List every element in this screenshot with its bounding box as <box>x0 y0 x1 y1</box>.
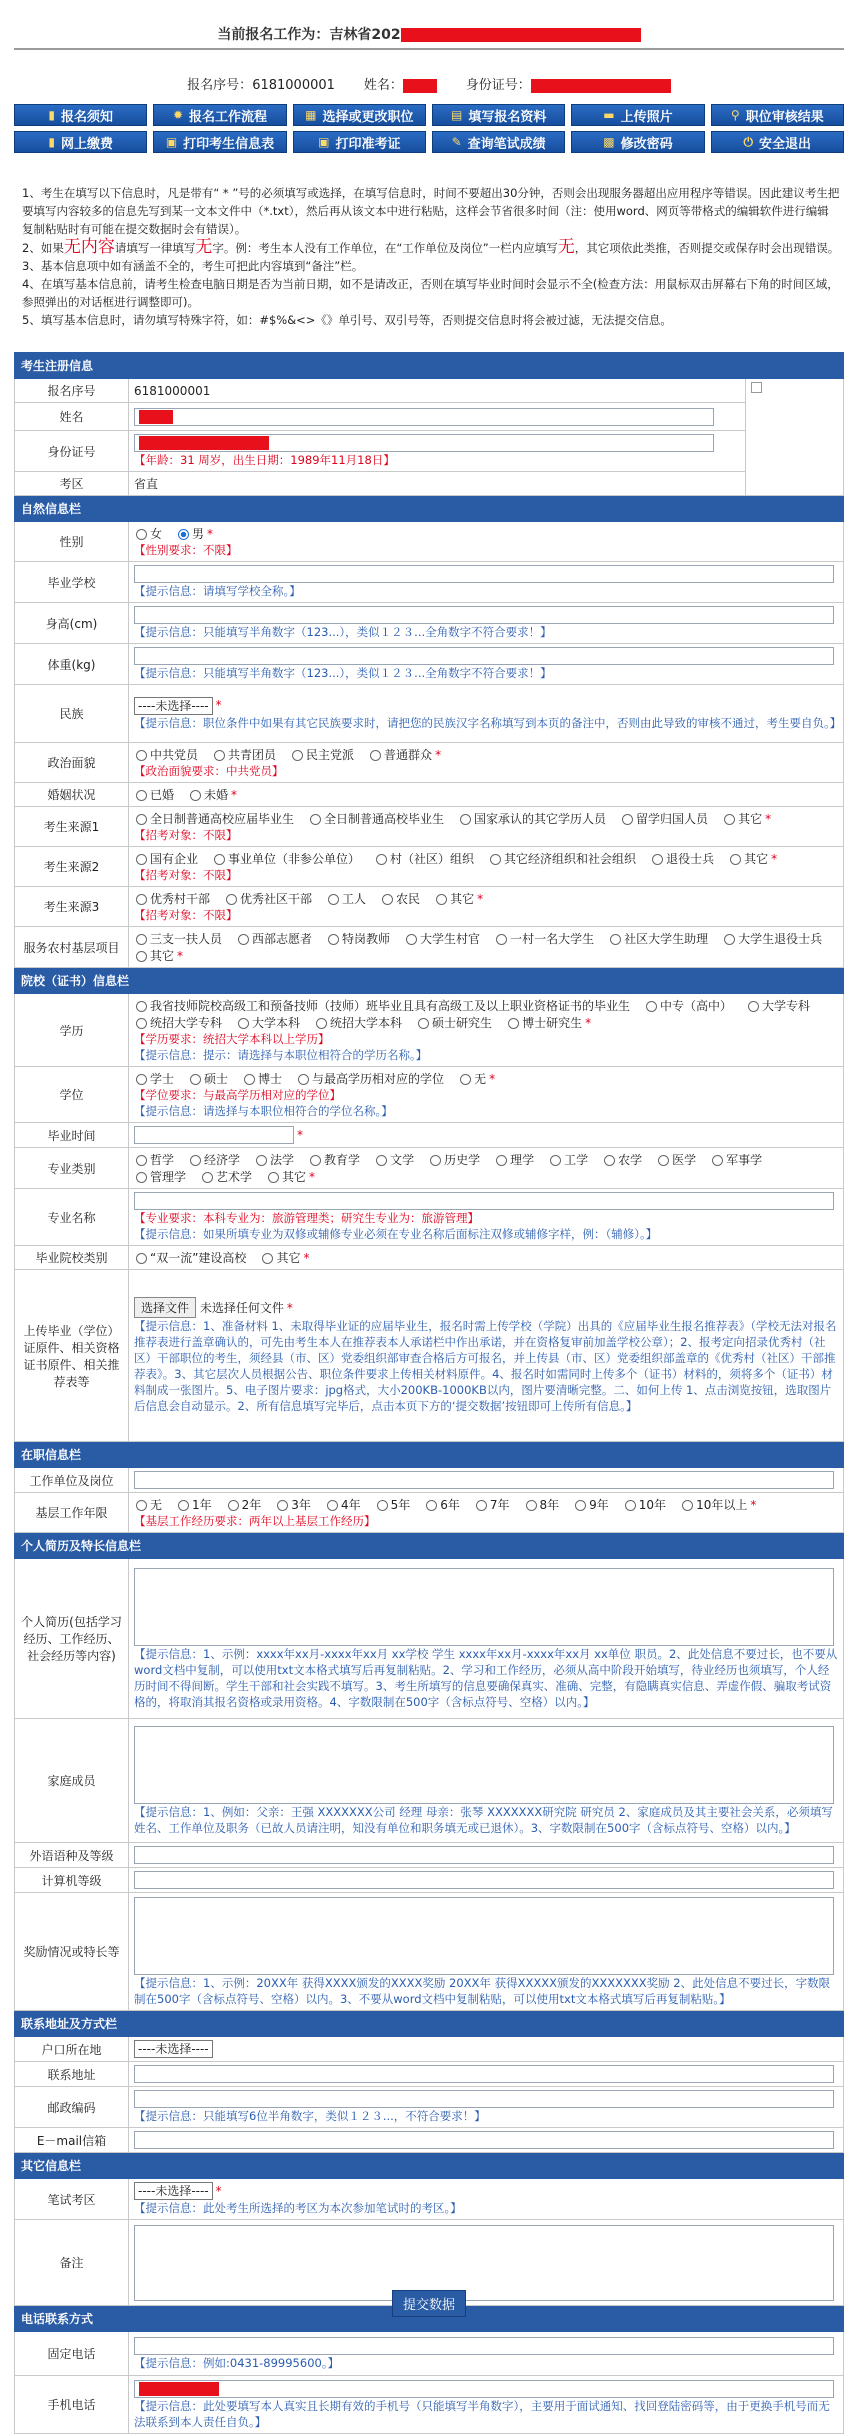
radio-married[interactable] <box>136 790 147 801</box>
grad-time-input[interactable] <box>134 1126 294 1144</box>
label-resume: 个人简历(包括学习经历、工作经历、社会经历等内容) <box>15 1559 129 1719</box>
label-work-unit: 工作单位及岗位 <box>15 1468 129 1493</box>
radio-src2-institution[interactable] <box>214 854 225 865</box>
label-computer: 计算机等级 <box>15 1868 129 1893</box>
edu-hint: 【提示信息：提示：请选择与本职位相符合的学历名称。】 <box>134 1048 428 1062</box>
landline-hint: 【提示信息：例如:0431-89995600。】 <box>134 2355 340 2370</box>
weight-input[interactable] <box>134 647 834 665</box>
radio-src2-village[interactable] <box>376 854 387 865</box>
radio-politics-masses[interactable] <box>370 750 381 761</box>
label-seq: 报名序号 <box>15 379 129 403</box>
nav-change-password[interactable]: ▩ 修改密码 <box>571 131 704 153</box>
radio-gr-veteran[interactable] <box>724 934 735 945</box>
radio-mc-engineering[interactable] <box>550 1155 561 1166</box>
radio-degree-doctor[interactable] <box>244 1074 255 1085</box>
radio-edu-technician[interactable] <box>136 1001 147 1012</box>
radio-mc-management[interactable] <box>136 1172 147 1183</box>
radio-gr-teacher[interactable] <box>328 934 339 945</box>
label-src3: 考生来源3 <box>15 887 129 927</box>
instruction-2: 2、如果无内容请填写一律填写无字。例：考生本人没有工作单位，在“工作单位及岗位”一栏内应填写无，其它项依此类推，否则提交或保存时会出现错误。 <box>22 237 840 257</box>
label-mobile: 手机电话 <box>15 2376 129 2434</box>
nav-notice[interactable]: ▮ 报名须知 <box>14 104 147 126</box>
label-marital: 婚姻状况 <box>15 783 129 807</box>
nav-print-info[interactable]: ▣ 打印考生信息表 <box>153 131 286 153</box>
radio-mc-education[interactable] <box>310 1155 321 1166</box>
radio-mc-other[interactable] <box>268 1172 279 1183</box>
section-school: 院校（证书）信息栏 <box>15 968 844 994</box>
photo-box <box>745 379 843 496</box>
radio-mc-economics[interactable] <box>190 1155 201 1166</box>
label-ethnic: 民族 <box>15 685 129 743</box>
radio-mc-art[interactable] <box>202 1172 213 1183</box>
label-grad-school: 毕业学校 <box>15 562 129 603</box>
label-degree: 学位 <box>15 1067 129 1123</box>
label-major-name: 专业名称 <box>15 1189 129 1246</box>
degree-requirement: 【学位要求：与最高学历相对应的学位】 <box>134 1088 341 1102</box>
src3-requirement: 【招考对象：不限】 <box>134 908 238 922</box>
label-src1: 考生来源1 <box>15 807 129 847</box>
radio-edu-master[interactable] <box>418 1018 429 1029</box>
book-icon: ▤ <box>450 108 463 122</box>
weight-hint: 【提示信息：只能填写半角数字（123...），类似１２３...全角数字不符合要求！】 <box>134 666 552 680</box>
radio-src1-other[interactable] <box>724 814 735 825</box>
radio-years-7[interactable] <box>476 1500 487 1511</box>
redacted-name-value <box>139 410 173 424</box>
exam-area-hint: 【提示信息：此处考生所选择的考区为本次参加笔试时的考区。】 <box>134 2201 462 2215</box>
label-edu: 学历 <box>15 994 129 1067</box>
radio-src2-other[interactable] <box>730 854 741 865</box>
radio-mc-agriculture[interactable] <box>604 1155 615 1166</box>
radio-src2-veteran[interactable] <box>652 854 663 865</box>
radio-src1-grad[interactable] <box>310 814 321 825</box>
label-family: 家庭成员 <box>15 1719 129 1843</box>
nav-query-score[interactable]: ✎ 查询笔试成绩 <box>432 131 565 153</box>
radio-years-10plus[interactable] <box>682 1500 693 1511</box>
label-politics: 政治面貌 <box>15 743 129 783</box>
radio-edu-bachelor-unified[interactable] <box>316 1018 327 1029</box>
mobile-hint: 【提示信息：此处要填写本人真实且长期有效的手机号（只能填写半角数字），主要用于面试通知、找回登陆密码等，由于更换手机号而无法联系到本人责任自负。】 <box>134 2398 830 2429</box>
exit-icon: ⏻ <box>743 134 754 149</box>
print-icon: ▣ <box>318 135 330 149</box>
value-area: 省直 <box>129 472 746 496</box>
label-awards: 奖励情况或特长等 <box>15 1893 129 2011</box>
radio-gr-village-official[interactable] <box>406 934 417 945</box>
bookmark-icon: ▮ <box>48 108 55 122</box>
photo-placeholder-icon <box>751 382 762 393</box>
radio-edu-doctor[interactable] <box>508 1018 519 1029</box>
radio-mc-literature[interactable] <box>376 1155 387 1166</box>
label-area: 考区 <box>15 472 129 496</box>
radio-gr-one-village[interactable] <box>496 934 507 945</box>
radio-politics-party[interactable] <box>136 750 147 761</box>
choose-file-button[interactable]: 选择文件 <box>134 1297 196 1318</box>
zip-hint: 【提示信息：只能填写6位半角数字，类似１２３...，不符合要求！】 <box>134 2109 486 2123</box>
name-input[interactable] <box>134 408 714 426</box>
src1-requirement: 【招考对象：不限】 <box>134 828 238 842</box>
submit-bar <box>0 2290 858 2317</box>
label-email: E－mail信箱 <box>15 2128 129 2153</box>
instruction-4: 4、在填写基本信息前，请考生检查电脑日期是否为当前日期，如不是请改正，否则在填写毕业时间时会显示不全(检查方法：用鼠标双击屏幕右下角的时间区域，参照弹出的对话框进行调整即可)。 <box>22 277 839 309</box>
section-phone: 电话联系方式 <box>15 2306 844 2332</box>
grad-school-input[interactable] <box>134 565 834 583</box>
radio-edu-bachelor[interactable] <box>238 1018 249 1029</box>
label-height: 身高(cm) <box>15 603 129 644</box>
radio-mc-science[interactable] <box>496 1155 507 1166</box>
value-seq: 6181000001 <box>129 379 746 403</box>
address-input[interactable] <box>134 2065 834 2083</box>
label-landline: 固定电话 <box>15 2332 129 2376</box>
folder-icon: ▬ <box>603 108 615 122</box>
redacted-mobile-value <box>139 2382 219 2396</box>
print-icon: ▣ <box>165 135 178 149</box>
label-id: 身份证号 <box>15 431 129 472</box>
instruction-1: 1、考生在填写以下信息时，凡是带有“ * ”号的必须填写或选择，在填写信息时，时间不要超出30分钟，否则会出现服务器超出应用程序等错误。因此建议考生把要填写内容较多的信息先写到某一文本文件中（*.txt），然后再从该文本中进行粘贴，这样会节省很多时间（注：使用word、网页等带格式的编辑软件进行编辑复制粘贴时有可能在提交数据时会有错误）。 <box>22 186 840 236</box>
section-other: 其它信息栏 <box>15 2153 844 2179</box>
nav-process[interactable]: ✹ 报名工作流程 <box>153 104 286 126</box>
label-language: 外语语种及等级 <box>15 1843 129 1868</box>
major-requirement: 【专业要求：本科专业为：旅游管理类；研究生专业为：旅游管理】 <box>134 1211 479 1225</box>
nav-print-admission[interactable]: ▣ 打印准考证 <box>293 131 426 153</box>
radio-sc-other[interactable] <box>262 1253 273 1264</box>
radio-years-3[interactable] <box>277 1500 288 1511</box>
radio-mc-philosophy[interactable] <box>136 1155 147 1166</box>
ethnic-select[interactable]: ----未选择---- <box>134 697 213 715</box>
section-nature: 自然信息栏 <box>15 496 844 522</box>
nav-review-result[interactable]: ⚲ 职位审核结果 <box>711 104 844 126</box>
radio-src2-soe[interactable] <box>136 854 147 865</box>
current-exam-title: 当前报名工作为：吉林省202 <box>0 24 858 44</box>
language-input[interactable] <box>134 1846 834 1864</box>
radio-years-1[interactable] <box>178 1500 189 1511</box>
radio-years-none[interactable] <box>136 1500 147 1511</box>
exam-area-select[interactable]: ----未选择---- <box>134 2182 213 2200</box>
label-upload: 上传毕业（学位）证原件、相关资格证书原件、相关推荐表等 <box>15 1270 129 1442</box>
degree-hint: 【提示信息：请选择与本职位相符合的学位名称。】 <box>134 1104 393 1118</box>
radio-gr-sanzhi[interactable] <box>136 934 147 945</box>
radio-src2-econ-org[interactable] <box>490 854 501 865</box>
radio-gr-west[interactable] <box>238 934 249 945</box>
bookmark-icon: ▮ <box>48 135 55 149</box>
zip-input[interactable] <box>134 2090 834 2108</box>
years-requirement: 【基层工作经历要求：两年以上基层工作经历】 <box>134 1514 376 1528</box>
edu-requirement: 【学历要求：统招大学本科以上学历】 <box>134 1032 330 1046</box>
upload-hint: 【提示信息：1、准备材料 1、未取得毕业证的应届毕业生，报名时需上传学校（学院）出具的《应届毕业生报名推荐表》（学校无法对报名推荐表进行盖章确认的，可先由考生本人在推荐表本人承诺栏中作出承诺，并在资格复审前加盖学校公章）；2、报考定向招录优秀村（社区）干部职位的考生，须经县（市、区）党委组织部审查合格后方可报名，并上传县（市、区）党委组织部盖章的《优秀村（社区）干部推荐表》。3、其它层次人员根据公告、职位条件要求上传相关材料原件。4、报名时如需同时上传多个（证书）材料的，须将多个（证书）材料制成一张图片。5、电子图片要求：jpg格式，大小200KB-1000KB以内，图片要清晰完整。二、如何上传 1、点击浏览按钮，选取图片后信息会自动显示。2、所有信息填写完毕后，点击本页下方的‘提交数据’按钮即可上传所有信息。】 <box>134 1319 837 1413</box>
gear-icon: ✹ <box>172 108 184 122</box>
label-address: 联系地址 <box>15 2062 129 2087</box>
label-name: 姓名 <box>15 403 129 431</box>
family-hint: 【提示信息：1、例如：父亲：王强 XXXXXXX公司 经理 母亲：张琴 XXXXXXX研究院 研究员 2、家庭成员及其主要社会关系，必须填写姓名、工作单位及职务（已故人员请注明，知没有单位和职务填无或已退休）。3、字数限制在500字（含标点符号、空格）以内。】 <box>134 1804 833 1835</box>
label-grassroots: 服务农村基层项目 <box>15 927 129 968</box>
gender-requirement: 【性别要求：不限】 <box>134 543 238 557</box>
awards-textarea[interactable] <box>134 1897 834 1975</box>
radio-src3-other[interactable] <box>436 894 447 905</box>
pen-icon: ✎ <box>451 135 462 149</box>
radio-years-10[interactable] <box>625 1500 636 1511</box>
radio-src3-community-cadre[interactable] <box>226 894 237 905</box>
work-unit-input[interactable] <box>134 1471 834 1489</box>
age-note: 【年龄：31 周岁，出生日期：1989年11月18日】 <box>134 453 395 467</box>
height-input[interactable] <box>134 606 834 624</box>
radio-src1-overseas[interactable] <box>622 814 633 825</box>
radio-years-4[interactable] <box>327 1500 338 1511</box>
label-hukou: 户口所在地 <box>15 2037 129 2062</box>
mobile-input[interactable] <box>134 2380 834 2398</box>
grid-icon: ▦ <box>305 108 317 122</box>
radio-degree-bachelor[interactable] <box>136 1074 147 1085</box>
key-icon: ▩ <box>603 135 615 149</box>
section-job: 在职信息栏 <box>15 1442 844 1468</box>
radio-years-2[interactable] <box>228 1500 239 1511</box>
major-hint: 【提示信息：如果所填专业为双修或辅修专业必须在专业名称后面标注双修或辅修字样，例：（辅修）。】 <box>134 1227 658 1241</box>
major-name-input[interactable] <box>134 1192 834 1210</box>
nav-choose-position[interactable]: ▦ 选择或更改职位 <box>293 104 426 126</box>
label-zip: 邮政编码 <box>15 2087 129 2128</box>
radio-mc-military[interactable] <box>712 1155 723 1166</box>
resume-hint: 【提示信息：1、示例：xxxx年xx月-xxxx年xx月 xx学校 学生 xxxx年xx月-xxxx年xx月 xx单位 职员。2、此处信息不要过长，也不要从word文档中复制，可以使用txt文本格式填写后再复制粘贴。2、学习和工作经历，必须从高中阶段开始填写，待业经历也须填写，个人经历时间不得间断。学生干部和社会实践不填写。3、考生所填写的信息要确保真实、准确、完整，有隐瞒真实信息、弄虚作假、骗取考试资格的，将取消其报名资格或录用资格。4、字数限制在500字（含标点符号、空格）以内。】 <box>134 1646 838 1709</box>
radio-edu-college[interactable] <box>748 1001 759 1012</box>
computer-input[interactable] <box>134 1871 834 1889</box>
radio-politics-democratic[interactable] <box>292 750 303 761</box>
radio-edu-college-unified[interactable] <box>136 1018 147 1029</box>
politics-requirement: 【政治面貌要求：中共党员】 <box>134 764 284 778</box>
radio-years-9[interactable] <box>575 1500 586 1511</box>
label-weight: 体重(kg) <box>15 644 129 685</box>
submit-button[interactable]: 提交数据 <box>392 2290 466 2317</box>
radio-unmarried[interactable] <box>190 790 201 801</box>
radio-src3-farmer[interactable] <box>382 894 393 905</box>
instructions <box>22 184 840 329</box>
instruction-3: 3、基本信息项中如有涵盖不全的，考生可把此内容填到“备注”栏。 <box>22 259 364 273</box>
resume-textarea[interactable] <box>134 1568 834 1646</box>
hukou-select[interactable]: ----未选择---- <box>134 2040 213 2058</box>
landline-input[interactable] <box>134 2337 834 2355</box>
ethnic-hint: 【提示信息：职位条件中如果有其它民族要求时，请把您的民族汉字名称填写到本页的备注中，否则由此导致的审核不通过，考生要自负。】 <box>134 715 842 730</box>
radio-female[interactable] <box>136 529 147 540</box>
radio-gr-community[interactable] <box>610 934 621 945</box>
radio-degree-none[interactable] <box>460 1074 471 1085</box>
radio-edu-secondary[interactable] <box>646 1001 657 1012</box>
label-major-cat: 专业类别 <box>15 1148 129 1189</box>
radio-mc-medicine[interactable] <box>658 1155 669 1166</box>
nav-upload-photo[interactable]: ▬ 上传照片 <box>571 104 704 126</box>
radio-degree-master[interactable] <box>190 1074 201 1085</box>
radio-src1-other-edu[interactable] <box>460 814 471 825</box>
family-textarea[interactable] <box>134 1726 834 1804</box>
radio-mc-law[interactable] <box>256 1155 267 1166</box>
redacted-exam-name <box>401 28 641 42</box>
main-nav <box>14 104 844 158</box>
section-registration: 考生注册信息 <box>15 353 844 379</box>
nav-fill-info[interactable]: ▤ 填写报名资料 <box>432 104 565 126</box>
label-src2: 考生来源2 <box>15 847 129 887</box>
redacted-id-value <box>139 436 269 450</box>
label-gender: 性别 <box>15 522 129 562</box>
id-input[interactable] <box>134 434 714 452</box>
radio-male[interactable] <box>178 529 189 540</box>
section-resume: 个人简历及特长信息栏 <box>15 1533 844 1559</box>
label-exam-area: 笔试考区 <box>15 2179 129 2220</box>
label-grassroots-years: 基层工作年限 <box>15 1493 129 1533</box>
radio-degree-matching[interactable] <box>298 1074 309 1085</box>
radio-src3-village-cadre[interactable] <box>136 894 147 905</box>
radio-mc-history[interactable] <box>430 1155 441 1166</box>
page-header <box>0 0 858 92</box>
nav-payment[interactable]: ▮ 网上缴费 <box>14 131 147 153</box>
nav-logout[interactable]: ⏻ 安全退出 <box>711 131 844 153</box>
label-grad-time: 毕业时间 <box>15 1123 129 1148</box>
radio-src1-fresh-grad[interactable] <box>136 814 147 825</box>
awards-hint: 【提示信息：1、示例：20XX年 获得XXXX颁发的XXXX奖励 20XX年 获得XXXXX颁发的XXXXXXX奖励 2、此处信息不要过长，字数限制在500字（含标点符号、空格）以内。3、不要从word文档中复制粘贴，可以使用txt文本格式填写后再复制粘贴。】 <box>134 1975 831 2006</box>
header-divider <box>14 48 844 50</box>
redacted-name <box>403 79 437 93</box>
label-remark: 备注 <box>15 2220 129 2306</box>
no-file-text: 未选择任何文件 <box>199 1301 284 1315</box>
radio-years-5[interactable] <box>377 1500 388 1511</box>
radio-years-8[interactable] <box>526 1500 537 1511</box>
radio-years-6[interactable] <box>426 1500 437 1511</box>
redacted-id <box>531 79 671 93</box>
height-hint: 【提示信息：只能填写半角数字（123...），类似１２３...全角数字不符合要求！】 <box>134 625 552 639</box>
radio-gr-other[interactable] <box>136 951 147 962</box>
registration-form: 考生注册信息 报名序号 6181000001 姓名 身份证号 【年龄：31 周岁，出生日期：1989年11月18日】 考区 省直 自然信息栏 性别 女 男 * 【性别要求：不限】 毕业学校 【提示信息：请填写学校全称。】 身高(cm) 【提示信息：只能填写半角数字（123...），类似１２３...全角数字不符合要求！】 体重(kg) 【提示信息：只能填写半角数字（123...），类似１２３...全角数字不符合要求！】 民族 ----未选择---- * 【提示信息：职位条件中如果有其它民族要求时，请把您的民族汉字名称填写到本页的备注中，否则由此导致的审核不通过，考生要自负。】 政治面貌 中共党员 共青团员 民主党派 普通群众 * 【政治面貌要求：中共党员】 婚姻状况 已婚 未婚 * 考生来源1 全日制普通高校应届毕业生 全日制普通高校毕业生 国家承认的其它学历人员 留学归国人员 其它 * 【招考对象：不限】 考生来源2 国有企业 事业单位（非参公单位） 村（社区）组织 其它经济组织和社会组织 退役士兵 其它 * 【招考对象：不限】 考生来源3 优秀村干部 优秀社区干部 工人 农民 其它 * 【招考对象：不限】 服务农村基层项目 三支一扶人员 西部志愿者 特岗教师 大学生村官 一村一名大学生 社区大学生助理 大学生退役士兵其它 * 院校（证书）信息栏 学历 我省技师院校高级工和预备技师（技师）班毕业且具有高级工及以上职业资格证书的毕业生 中专（高中） 大学专科统招大学专科 大学本科 统招大学本科 硕士研究生 博士研究生 * 【学历要求：统招大学本科以上学历】 【提示信息：提示：请选择与本职位相符合的学历名称。】 学位 学士 硕士 博士 与最高学历相对应的学位 无 * 【学位要求：与最高学历相对应的学位】 【提示信息：请选择与本职位相符合的学位名称。】 毕业时间 * 专业类别 哲学 经济学 法学 教育学 文学 历史学 理学 工学 农学 医学 军事学管理学 艺术学 其它 * 专业名称 【专业要求：本科专业为：旅游管理类；研究生专业为：旅游管理】 【提示信息：如果所填专业为双修或辅修专业必须在专业名称后面标注双修或辅修字样，例：（辅修）。】 毕业院校类别 “双一流”建设高校 其它 * 上传毕业（学位）证原件、相关资格证书原件、相关推荐表等 选择文件 未选择任何文件 * 【提示信息：1、准备材料 1、未取得毕业证的应届毕业生，报名时需上传学校（学院）出具的《应届毕业生报名推荐表》（学校无法对报名推荐表进行盖章确认的，可先由考生本人在推荐表本人承诺栏中作出承诺，并在资格复审前加盖学校公章）；2、报考定向招录优秀村（社区）干部职位的考生，须经县（市、区）党委组织部审查合格后方可报名，并上传县（市、区）党委组织部盖章的《优秀村（社区）干部推荐表》。3、其它层次人员根据公告、职位条件要求上传相关材料原件。4、报名时如需同时上传多个（证书）材料的，须将多个（证书）材料制成一张图片。5、电子图片要求：jpg格式，大小200KB-1000KB以内，图片要清晰完整。二、如何上传 1、点击浏览按钮，选取图片后信息会自动显示。2、所有信息填写完毕后，点击本页下方的‘提交数据’按钮即可上传所有信息。】 在职信息栏 工作单位及岗位 基层工作年限 无 1年 2年 3年 4年 5年 6年 7年 8年 9年 10年 10年以上 * 【基层工作经历要求：两年以上基层工作经历】 个人简历及特长信息栏 个人简历(包括学习经历、工作经历、社会经历等内容) 【提示信息：1、示例：xxxx年xx月-xxxx年xx月 xx学校 学生 xxxx年xx月-xxxx年xx月 xx单位 职员。2、此处信息不要过长，也不要从word文档中复制，可以使用txt文本格式填写后再复制粘贴。2、学习和工作经历，必须从高中阶段开始填写，待业经历也须填写，个人经历时间不得间断。学生干部和社会实践不填写。3、考生所填写的信息要确保真实、准确、完整，有隐瞒真实信息、弄虚作假、骗取考试资格的，将取消其报名资格或录用资格。4、字数限制在500字（含标点符号、空格）以内。】 家庭成员 【提示信息：1、例如：父亲：王强 XXXXXXX公司 经理 母亲：张琴 XXXXXXX研究院 研究员 2、家庭成员及其主要社会关系，必须填写姓名、工作单位及职务（已故人员请注明，知没有单位和职务填无或已退休）。3、字数限制在500字（含标点符号、空格）以内。】 外语语种及等级 计算机等级 奖励情况或特长等 【提示信息：1、示例：20XX年 获得XXXX颁发的XXXX奖励 20XX年 获得XXXXX颁发的XXXXXXX奖励 2、此处信息不要过长，字数限制在500字（含标点符号、空格）以内。3、不要从word文档中复制粘贴，可以使用txt文本格式填写后再复制粘贴。】 联系地址及方式栏 户口所在地 ----未选择---- 联系地址 邮政编码 【提示信息：只能填写6位半角数字，类似１２３...，不符合要求！】 E－mail信箱 其它信息栏 笔试考区 ----未选择---- * 【提示信息：此处考生所选择的考区为本次参加笔试时的考区。】 备注 电话联系方式 固定电话 【提示信息：例如:0431-89995600。】 手机电话 【提示信息：此处要填写本人真实且长期有效的手机号（只能填写半角数字），主要用于面试通知、找回登陆密码等，由于更换手机号而无法联系到本人责任自负。】 <box>14 352 844 2434</box>
section-contact: 联系地址及方式栏 <box>15 2011 844 2037</box>
radio-src3-worker[interactable] <box>328 894 339 905</box>
instruction-5: 5、填写基本信息时，请勿填写特殊字符，如：#$%&<>《》单引号、双引号等，否则提交信息时将会被过滤，无法提交信息。 <box>22 313 672 327</box>
label-school-cat: 毕业院校类别 <box>15 1246 129 1270</box>
applicant-summary: 报名序号：6181000001 姓名： 身份证号： <box>0 74 858 93</box>
grad-school-hint: 【提示信息：请填写学校全称。】 <box>134 584 301 598</box>
email-input[interactable] <box>134 2131 834 2149</box>
radio-politics-league[interactable] <box>214 750 225 761</box>
radio-sc-double-first[interactable] <box>136 1253 147 1264</box>
search-icon: ⚲ <box>730 108 740 122</box>
src2-requirement: 【招考对象：不限】 <box>134 868 238 882</box>
